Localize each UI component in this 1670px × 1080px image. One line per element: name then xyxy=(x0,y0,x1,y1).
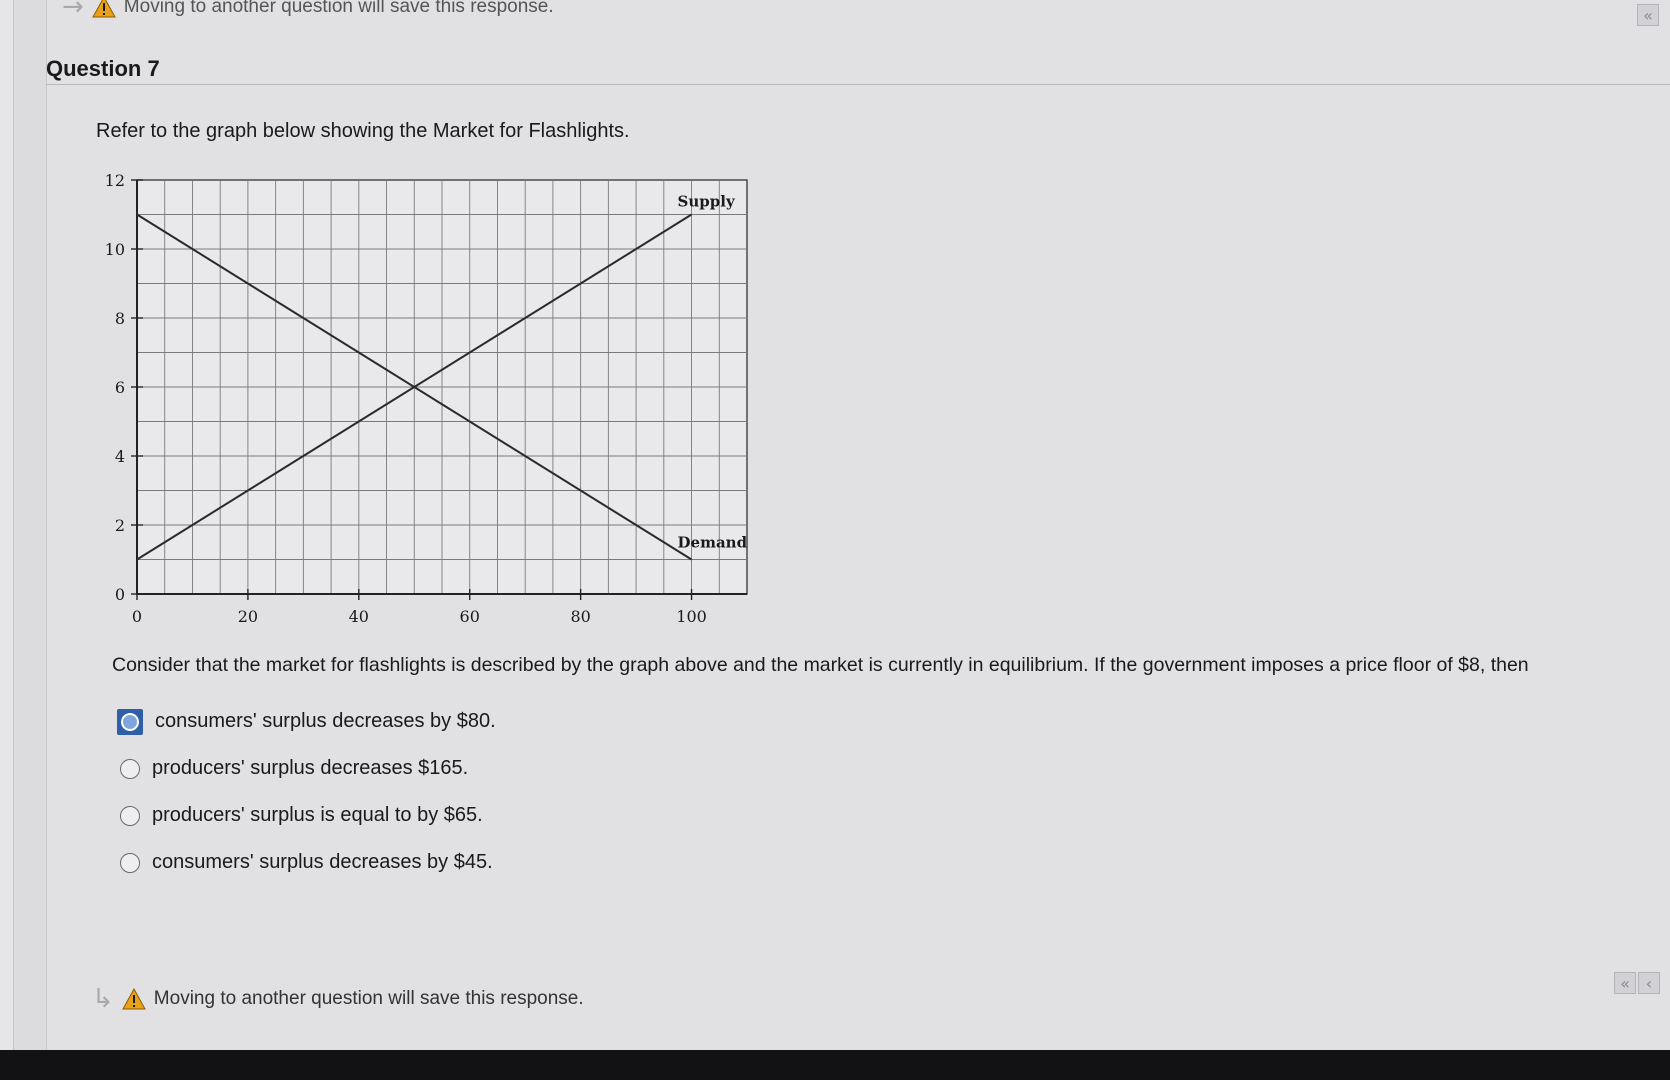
answer-option-1[interactable] xyxy=(120,698,496,745)
answer-option-4[interactable] xyxy=(120,839,496,886)
x-tick-label: 60 xyxy=(459,607,480,626)
double-chevron-left-icon[interactable]: « xyxy=(1614,972,1636,994)
left-margin-strip xyxy=(0,0,14,1050)
question-intro: Refer to the graph below showing the Market for Flashlights. xyxy=(96,120,630,142)
x-tick-label: 40 xyxy=(348,607,369,626)
warning-icon xyxy=(92,0,116,18)
market-chart xyxy=(90,166,760,636)
chart-svg xyxy=(90,166,760,636)
radio-button-selected[interactable] xyxy=(117,709,143,735)
warning-icon xyxy=(122,988,146,1010)
answer-label: consumers' surplus decreases by $80. xyxy=(155,710,496,732)
answer-label: consumers' surplus decreases by $45. xyxy=(152,851,493,873)
return-arrow-icon: ↳ xyxy=(92,984,114,1014)
x-tick-label: 20 xyxy=(237,607,259,626)
y-tick-label: 12 xyxy=(104,171,125,190)
answer-label: producers' surplus is equal to by $65. xyxy=(152,804,483,826)
save-notice-text: Moving to another question will save this response. xyxy=(153,988,584,1009)
screen-bottom-bezel xyxy=(0,1050,1670,1080)
y-tick-label: 2 xyxy=(114,516,125,535)
question-title: Question 7 xyxy=(46,56,160,81)
radio-button[interactable] xyxy=(120,853,140,873)
save-notice-top xyxy=(62,0,554,22)
radio-button[interactable] xyxy=(120,759,140,779)
chevron-left-icon[interactable]: ‹ xyxy=(1638,972,1660,994)
double-chevron-left-icon[interactable]: « xyxy=(1637,4,1659,26)
save-notice-bottom xyxy=(92,984,584,1014)
supply-label: Supply xyxy=(677,192,735,211)
answer-option-2[interactable] xyxy=(120,745,496,792)
y-tick-label: 6 xyxy=(114,378,125,397)
answer-label: producers' surplus decreases $165. xyxy=(152,757,469,779)
y-tick-label: 10 xyxy=(104,240,125,259)
title-divider xyxy=(46,84,1670,85)
return-arrow-icon: → xyxy=(62,0,84,22)
y-tick-label: 4 xyxy=(114,447,125,466)
demand-label: Demand xyxy=(677,533,748,552)
x-tick-label: 100 xyxy=(676,607,707,626)
radio-button[interactable] xyxy=(120,806,140,826)
x-tick-label: 80 xyxy=(570,607,591,626)
question-prompt: Consider that the market for flashlights is described by the graph above and the market is currently in equilibrium. If the government imposes a price floor of $8, then xyxy=(112,654,1529,676)
y-tick-label: 8 xyxy=(114,309,125,328)
save-notice-text: Moving to another question will save this response. xyxy=(123,0,554,17)
x-tick-label: 0 xyxy=(131,607,143,626)
answer-option-3[interactable] xyxy=(120,792,496,839)
y-tick-label: 0 xyxy=(114,585,125,604)
answer-options xyxy=(120,698,496,886)
